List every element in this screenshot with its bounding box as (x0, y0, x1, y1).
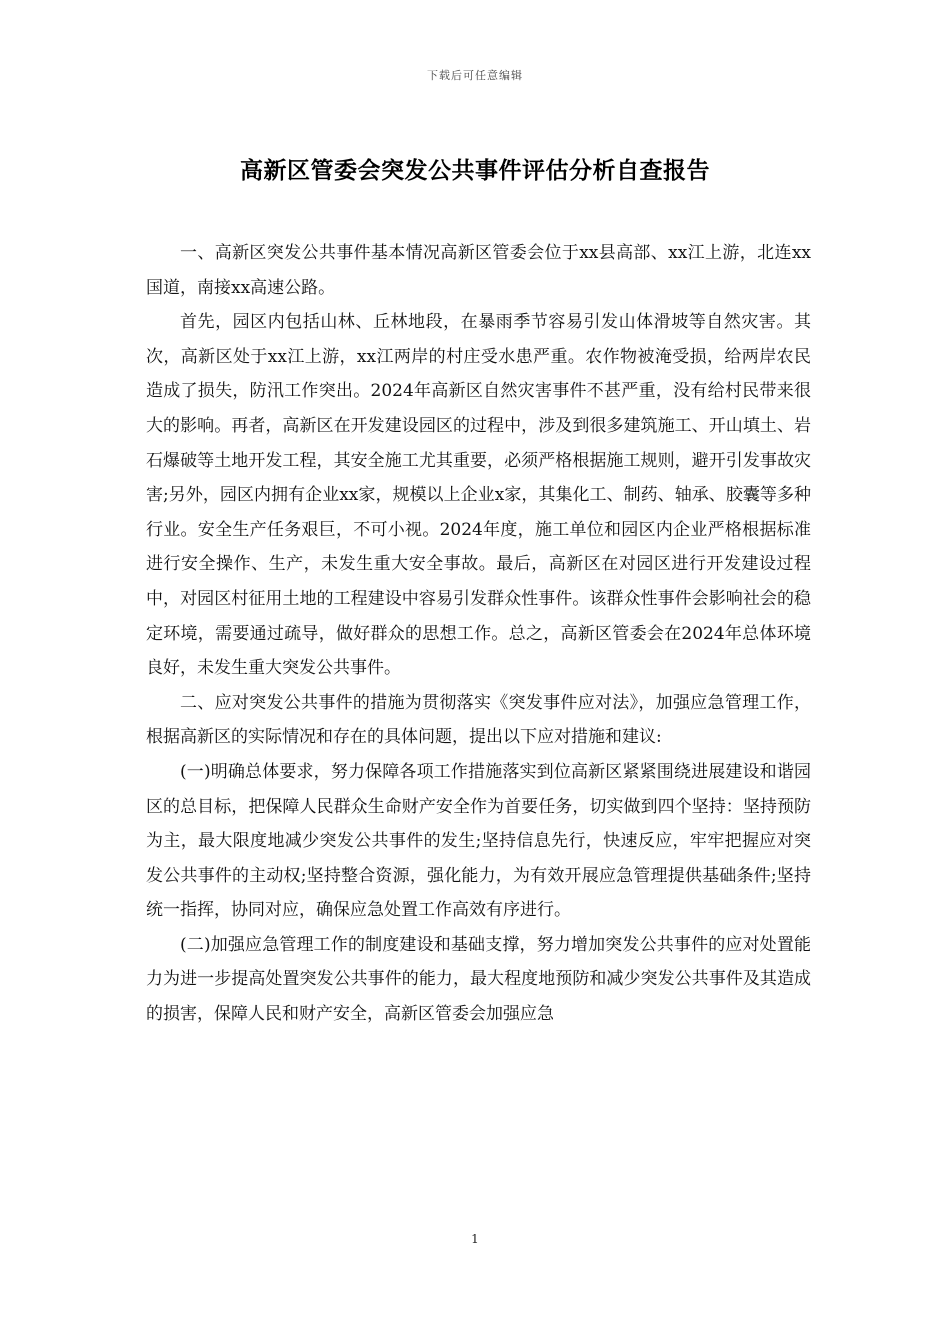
paragraph-3: 二、应对突发公共事件的措施为贯彻落实《突发事件应对法》，加强应急管理工作，根据高新区的实际情况和存在的具体问题，提出以下应对措施和建议: (146, 692, 811, 748)
paragraph-5: (二)加强应急管理工作的制度建设和基础支撑，努力增加突发公共事件的应对处置能力为进一步提高处置突发公共事件的能力，最大程度地预防和减少突发公共事件及其造成的损害，保障人民和财产安全，高新区管委会加强应急 (146, 934, 811, 1025)
header-note: 下载后可任意编辑 (427, 69, 523, 82)
document-title: 高新区管委会突发公共事件评估分析自查报告 (240, 157, 710, 184)
paragraph-2: 首先，园区内包括山林、丘林地段，在暴雨季节容易引发山体滑坡等自然灾害。其次，高新区处于xx江上游，xx江两岸的村庄受水患严重。农作物被淹受损，给两岸农民造成了损失，防汛工作突出。2024年高新区自然灾害事件不甚严重，没有给村民带来很大的影响。再者，高新区在开发建设园区的过程中，涉及到很多建筑施工、开山填土、岩石爆破等土地开发工程，其安全施工尤其重要，必须严格根据施工规则，避开引发事故灾害;另外，园区内拥有企业xx家，规模以上企业x家，其集化工、制药、轴承、胶囊等多种行业。安全生产任务艰巨，不可小视。2024年度，施工单位和园区内企业严格根据标准进行安全操作、生产，未发生重大安全事故。最后，高新区在对园区进行开发建设过程中，对园区村征用土地的工程建设中容易引发群众性事件。该群众性事件会影响社会的稳定环境，需要通过疏导，做好群众的思想工作。总之，高新区管委会在2024年总体环境良好，未发生重大突发公共事件。 (146, 312, 811, 679)
paragraph-4: (一)明确总体要求，努力保障各项工作措施落实到位高新区紧紧围绕进展建设和谐园区的总目标，把保障人民群众生命财产安全作为首要任务，切实做到四个坚持：坚持预防为主，最大限度地减少突发公共事件的发生;坚持信息先行，快速反应，牢牢把握应对突发公共事件的主动权;坚持整合资源，强化能力，为有效开展应急管理提供基础条件;坚持统一指挥，协同对应，确保应急处置工作高效有序进行。 (146, 761, 811, 921)
document-body (146, 236, 811, 1032)
paragraph-1: 一、高新区突发公共事件基本情况高新区管委会位于xx县高部、xx江上游，北连xx国道，南接xx高速公路。 (146, 243, 811, 298)
page-number: 1 (471, 1232, 479, 1246)
